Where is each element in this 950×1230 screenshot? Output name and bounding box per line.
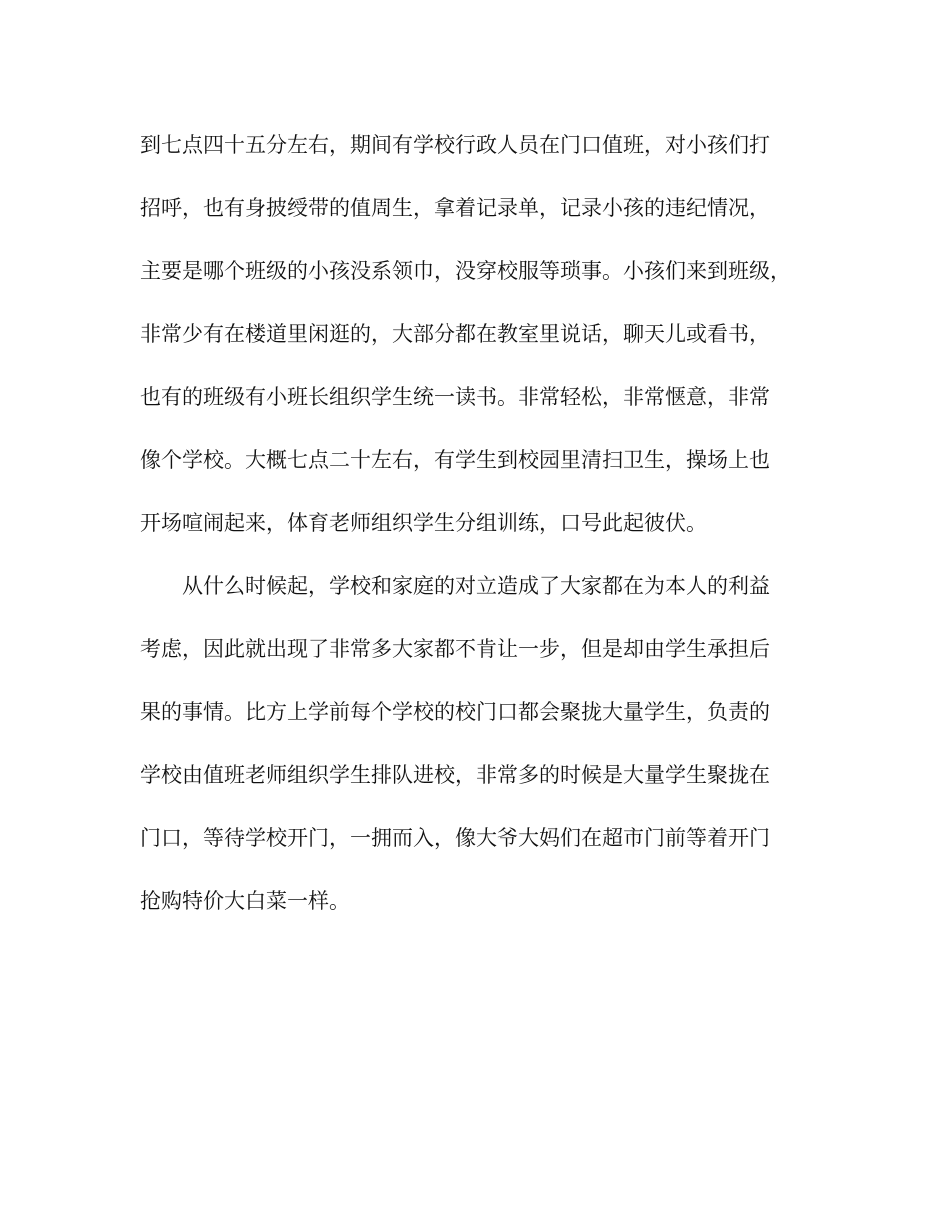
text-line-3: 主要是哪个班级的小孩没系领巾，没穿校服等琐事。小孩们来到班级， <box>140 259 791 283</box>
text-line-13: 抢购特价大白菜一样。 <box>140 889 350 913</box>
text-line-6: 像个学校。大概七点二十左右，有学生到校园里清扫卫生，操场上也 <box>140 448 770 472</box>
text-line-2: 招呼，也有身披绶带的值周生，拿着记录单，记录小孩的违纪情况， <box>140 196 770 220</box>
text-line-5: 也有的班级有小班长组织学生统一读书。非常轻松，非常惬意，非常 <box>140 385 770 409</box>
text-line-4: 非常少有在楼道里闲逛的，大部分都在教室里说话，聊天儿或看书， <box>140 322 770 346</box>
text-line-7: 开场喧闹起来，体育老师组织学生分组训练，口号此起彼伏。 <box>140 511 707 535</box>
text-line-1: 到七点四十五分左右，期间有学校行政人员在门口值班，对小孩们打 <box>140 133 770 157</box>
document-body <box>140 124 840 943</box>
text-line-12: 门口，等待学校开门，一拥而入，像大爷大妈们在超市门前等着开门 <box>140 826 770 850</box>
text-line-8-paragraph-start: 从什么时候起，学校和家庭的对立造成了大家都在为本人的利益 <box>182 574 770 598</box>
text-line-10: 果的事情。比方上学前每个学校的校门口都会聚拢大量学生，负责的 <box>140 700 770 724</box>
text-line-9: 考虑，因此就出现了非常多大家都不肯让一步，但是却由学生承担后 <box>140 637 770 661</box>
text-line-11: 学校由值班老师组织学生排队进校，非常多的时候是大量学生聚拢在 <box>140 763 770 787</box>
